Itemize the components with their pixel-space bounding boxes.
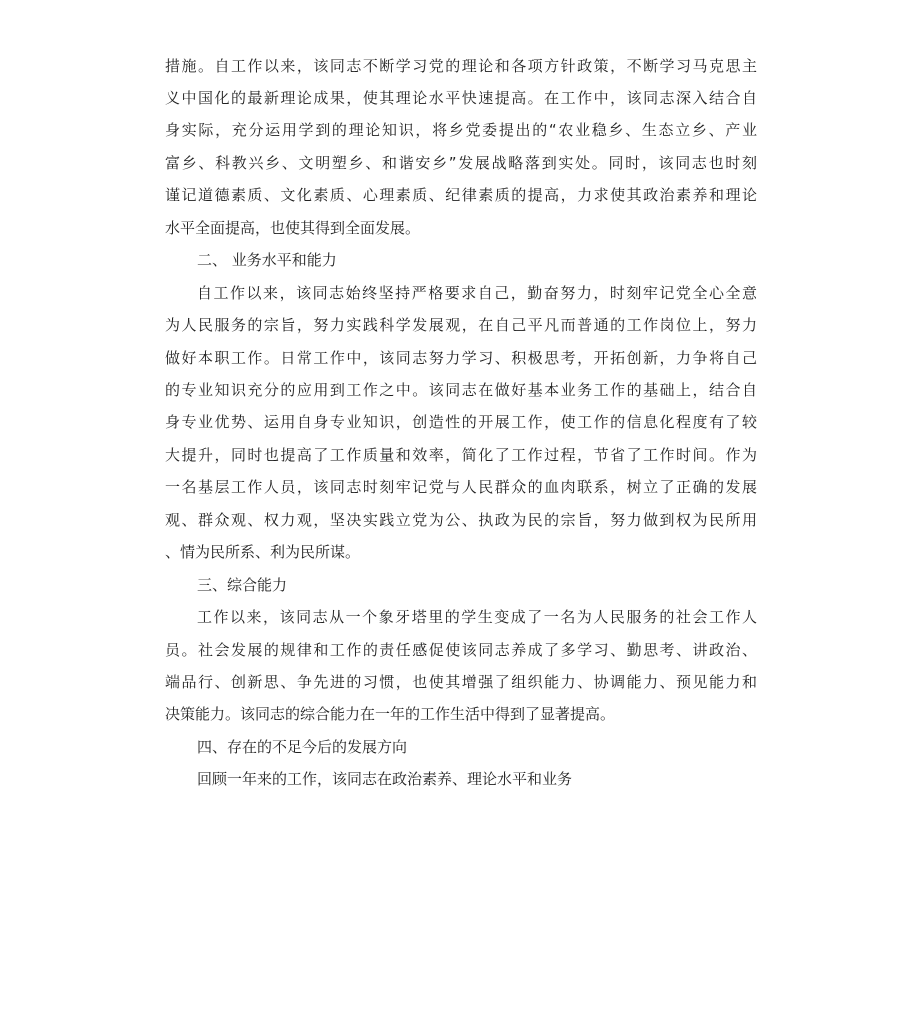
paragraph-line: 为人民服务的宗旨，努力实践科学发展观，在自己平凡而普通的工作岗位上，努力	[165, 316, 757, 334]
paragraph-line: 水平全面提高，也使其得到全面发展。	[165, 219, 421, 237]
paragraph-line: 富乡、科教兴乡、文明塑乡、和谐安乡”发展战略落到实处。同时，该同志也时刻	[165, 154, 757, 172]
paragraph-line: 身专业优势、运用自身专业知识，创造性的开展工作，使工作的信息化程度有了较	[165, 413, 757, 431]
section-heading: 二、 业务水平和能力	[197, 251, 337, 269]
paragraph-line: 身实际，充分运用学到的理论知识，将乡党委提出的“农业稳乡、生态立乡、产业	[165, 121, 757, 139]
paragraph-line: 谨记道德素质、文化素质、心理素质、纪律素质的提高，力求使其政治素养和理论	[165, 186, 757, 204]
section-heading: 四、存在的不足今后的发展方向	[197, 738, 408, 756]
section-heading: 三、综合能力	[197, 576, 288, 594]
paragraph-line: 端品行、创新思、争先进的习惯，也使其增强了组织能力、协调能力、预见能力和	[165, 673, 757, 691]
paragraph-line: 措施。自工作以来，该同志不断学习党的理论和各项方针政策，不断学习马克思主	[165, 57, 757, 75]
paragraph-line: 大提升，同时也提高了工作质量和效率，简化了工作过程，节省了工作时间。作为	[165, 446, 757, 464]
paragraph-line: 回顾一年来的工作，该同志在政治素养、理论水平和业务	[197, 770, 573, 788]
paragraph-line: 自工作以来，该同志始终坚持严格要求自己，勤奋努力，时刻牢记党全心全意	[197, 284, 757, 302]
paragraph-line: 的专业知识充分的应用到工作之中。该同志在做好基本业务工作的基础上，结合自	[165, 381, 757, 399]
paragraph-line: 观、群众观、权力观，坚决实践立党为公、执政为民的宗旨，努力做到权为民所用	[165, 511, 757, 529]
paragraph-line: 、情为民所系、利为民所谋。	[165, 543, 361, 561]
paragraph-line: 做好本职工作。日常工作中，该同志努力学习、积极思考，开拓创新，力争将自己	[165, 349, 757, 367]
paragraph-line: 义中国化的最新理论成果，使其理论水平快速提高。在工作中，该同志深入结合自	[165, 89, 757, 107]
paragraph-line: 一名基层工作人员，该同志时刻牢记党与人民群众的血肉联系，树立了正确的发展	[165, 478, 757, 496]
paragraph-line: 工作以来，该同志从一个象牙塔里的学生变成了一名为人民服务的社会工作人	[197, 608, 757, 626]
paragraph-line: 决策能力。该同志的综合能力在一年的工作生活中得到了显著提高。	[165, 705, 616, 723]
paragraph-line: 员。社会发展的规律和工作的责任感促使该同志养成了多学习、勤思考、讲政治、	[165, 641, 757, 659]
